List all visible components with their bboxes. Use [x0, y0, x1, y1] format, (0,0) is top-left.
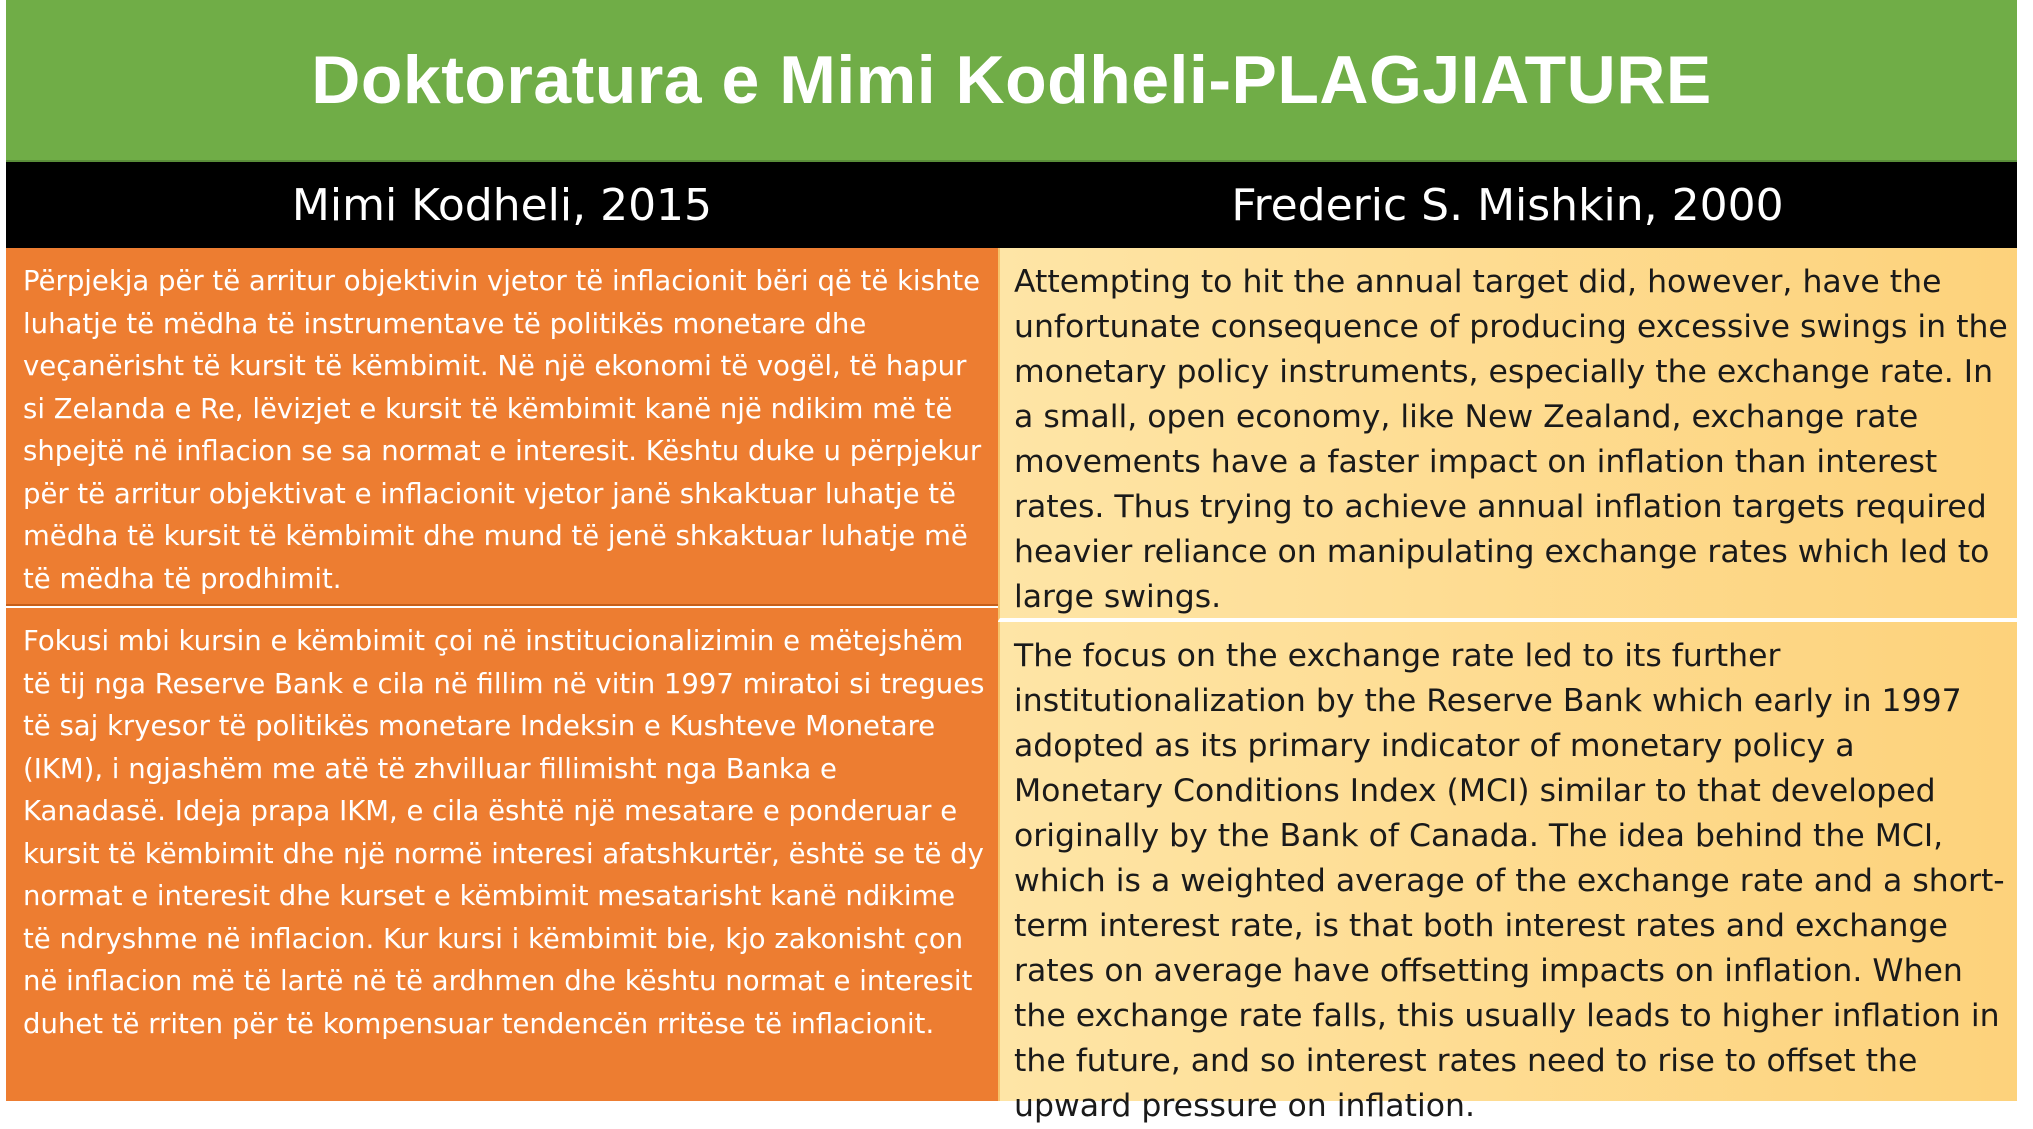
left-column-header: Mimi Kodheli, 2015 [291, 179, 713, 231]
row2-kodheli-paragraph: Fokusi mbi kursin e këmbimit çoi në institucionalizimin e mëtejshëm të tij nga Reserve Bank e cila në fillim në vitin 1997 miratoi si tregues të saj kryesor të politikës monetare Indeksin e Kushteve Monetare (IKM), i ngjashëm me atë të zhvilluar fillimisht nga Banka e Kanadasë. Ideja prapa IKM, e cila është një mesatare e ponderuar e kursit të këmbimit dhe një normë interesi afatshkurtër, është se të dy normat e interesit dhe kurset e këmbimit mesatarisht kanë ndikime të ndryshme në inflacion. Kur kursi i këmbimit bie, kjo zakonisht çon në inflacion më të lartë në të ardhmen dhe kështu normat e interesit duhet të rriten për të kompensuar tendencën rritëse të inflacionit. [23, 625, 985, 1040]
row2-mishkin-paragraph: The focus on the exchange rate led to its further institutionalization by the Reserve Bank which early in 1997 adopted as its primary indicator of monetary policy a Monetary Conditions Index (MCI) similar to that developed originally by the Bank of Canada. The idea behind the MCI, which is a weighted average of the exchange rate and a short-term interest rate, is that both interest rates and exchange rates on average have offsetting impacts on inflation. When the exchange rate falls, this usually leads to higher inflation in the future, and so interest rates need to rise to offset the upward pressure on inflation. [1014, 638, 2005, 1124]
row1-mishkin-text-cell [998, 248, 2017, 621]
row1-mishkin-paragraph: Attempting to hit the annual target did, however, have the unfortunate consequence of producing excessive swings in the monetary policy instruments, especially the exchange rate. In a small, open economy, like New Zealand, exchange rate movements have a faster impact on inflation than interest rates. Thus trying to achieve annual inflation targets required heavier reliance on manipulating exchange rates which led to large swings. [1014, 264, 2008, 615]
title-banner [6, 0, 2017, 162]
row2-mishkin-text-cell [998, 622, 2017, 1124]
slide-title: Doktoratura e Mimi Kodheli-PLAGJIATURE [311, 42, 1712, 118]
row1-kodheli-paragraph: Përpjekja për të arritur objektivin vjetor të inflacionit bëri që të kishte luhatje të mëdha të instrumentave të politikës monetare dhe veçanërisht të kursit të këmbimit. Në një ekonomi të vogël, të hapur si Zelanda e Re, lëvizjet e kursit të këmbimit kanë një ndikim më të shpejtë në inflacion se sa normat e interesit. Kështu duke u përpjekur për të arritur objektivat e inflacionit vjetor janë shkaktuar luhatje të mëdha të kursit të këmbimit dhe mund të jenë shkaktuar luhatje më të mëdha të prodhimit. [23, 265, 982, 595]
column-header-row [6, 162, 2017, 248]
row1-kodheli-text-cell [6, 248, 998, 606]
right-column-header: Frederic S. Mishkin, 2000 [1231, 179, 1784, 231]
row2-kodheli-text-cell [6, 608, 998, 1101]
